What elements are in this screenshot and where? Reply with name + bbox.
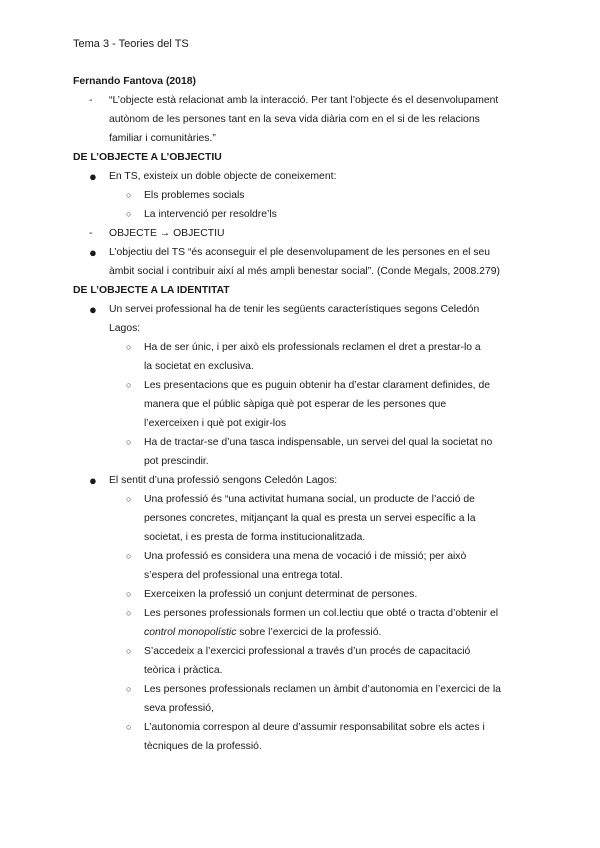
circle-marker: ○ — [126, 589, 132, 599]
bullet-marker: ● — [89, 302, 97, 317]
list-item-text: Exerceixen la professió un conjunt determinat de persones. — [144, 589, 418, 600]
list-item-text: S’accedeix a l’exercici professional a través d’un procés de capacitació — [144, 646, 471, 657]
list-item-text: tècniques de la professió. — [144, 741, 262, 752]
sub-list-item — [73, 699, 533, 718]
list-item-text: l’exerceixen i què pot exigir-los — [144, 418, 287, 429]
list-item-text: La intervenció per resoldre’ls — [144, 209, 277, 220]
sub-list-item — [73, 452, 533, 471]
circle-marker: ○ — [126, 551, 132, 561]
list-item-text: s’espera del professional una entrega total. — [144, 570, 343, 581]
quote-text: “L’objecte està relacionat amb la interacció. Per tant l’objecte és el desenvolupament — [109, 95, 499, 106]
bullet-marker: ● — [89, 169, 97, 184]
list-item — [73, 300, 533, 319]
sub-list-item — [73, 547, 533, 566]
list-item-text: Un servei professional ha de tenir les següents característiques segons Celedón — [109, 304, 480, 315]
italic-term: control monopolístic — [144, 627, 237, 638]
bullet-marker: ● — [89, 473, 97, 488]
list-item — [73, 262, 533, 281]
list-item-text: sobre l’exercici de la professió. — [236, 627, 382, 638]
circle-marker: ○ — [126, 722, 132, 732]
list-item-text: Els problemes socials — [144, 190, 245, 201]
section-heading-fantova: Fernando Fantova (2018) — [73, 76, 196, 87]
list-item-text: manera que el públic sàpiga què pot esperar de les persones que — [144, 399, 447, 410]
list-item-text: Una professió és “una activitat humana social, un producte de l’acció de — [144, 494, 475, 505]
list-item-text: pot prescindir. — [144, 456, 209, 467]
quote-text: familiar i comunitàries.” — [109, 133, 216, 144]
sub-list-item — [73, 509, 533, 528]
quote-line — [73, 129, 533, 148]
dash-marker: - — [89, 228, 93, 239]
list-item-text: L’objectiu del TS “és aconseguir el ple desenvolupament de les persones en el seu — [109, 247, 491, 258]
section-heading-objecte-identitat: DE L’OBJECTE A LA IDENTITAT — [73, 285, 230, 296]
bullet-marker: ● — [89, 245, 97, 260]
list-item-text: Lagos: — [109, 323, 141, 334]
list-item-text: societat, i es presta de forma institucionalitzada. — [144, 532, 366, 543]
circle-marker: ○ — [126, 209, 132, 219]
circle-marker: ○ — [126, 608, 132, 618]
sub-list-item — [73, 357, 533, 376]
list-item-text: Ha de tractar-se d’una tasca indispensable, un servei del qual la societat no — [144, 437, 493, 448]
list-item-text: àmbit social i contribuir així al més ampli benestar social”. (Conde Megals, 2008.279) — [109, 266, 500, 277]
list-item-text: Les persones professionals reclamen un àmbit d’autonomia en l’exercici de la — [144, 684, 501, 695]
sub-list-item — [73, 433, 533, 452]
sub-list-item — [73, 414, 533, 433]
quote-line — [73, 91, 533, 110]
circle-marker: ○ — [126, 646, 132, 656]
list-item-text: persones concretes, mitjançant la qual es presta un servei específic a la — [144, 513, 476, 524]
list-item — [73, 319, 533, 338]
list-item-text: teòrica i pràctica. — [144, 665, 223, 676]
sub-list-item — [73, 566, 533, 585]
list-item — [73, 471, 533, 490]
list-item-text: Una professió es considera una mena de vocació i de missió; per això — [144, 551, 467, 562]
sub-list-item — [73, 718, 533, 737]
sub-list-item — [73, 585, 533, 604]
sub-list-item — [73, 642, 533, 661]
list-item-text: Les persones professionals formen un col.lectiu que obté o tracta d’obtenir el — [144, 608, 499, 619]
list-item-text: Ha de ser únic, i per això els professionals reclamen el dret a prestar-lo a — [144, 342, 481, 353]
quote-line — [73, 110, 533, 129]
dash-marker: - — [89, 95, 93, 106]
sub-list-item — [73, 205, 533, 224]
list-item-text: En TS, existeix un doble objecte de coneixement: — [109, 171, 337, 182]
sub-list-item — [73, 680, 533, 699]
circle-marker: ○ — [126, 190, 132, 200]
list-item-text: OBJECTE → OBJECTIU — [109, 228, 225, 239]
sub-list-item — [73, 737, 533, 756]
list-item-text: Les presentacions que es puguin obtenir ha d’estar clarament definides, de — [144, 380, 491, 391]
list-item-text: seva professió, — [144, 703, 214, 714]
sub-list-item — [73, 661, 533, 680]
list-item-text: la societat en exclusiva. — [144, 361, 254, 372]
list-item — [73, 167, 533, 186]
section-heading-objecte-objectiu: DE L’OBJECTE A L’OBJECTIU — [73, 152, 222, 163]
sub-list-item — [73, 623, 533, 642]
circle-marker: ○ — [126, 342, 132, 352]
circle-marker: ○ — [126, 684, 132, 694]
sub-list-item — [73, 604, 533, 623]
sub-list-item — [73, 376, 533, 395]
sub-list-item — [73, 490, 533, 509]
page-header: Tema 3 - Teories del TS — [73, 38, 189, 50]
quote-text: autònom de les persones tant en la seva vida diària com en el si de les relacions — [109, 114, 480, 125]
document-body — [73, 72, 533, 756]
circle-marker: ○ — [126, 380, 132, 390]
sub-list-item — [73, 395, 533, 414]
list-item-text: El sentit d’una professió sengons Celedón Lagos: — [109, 475, 338, 486]
sub-list-item — [73, 338, 533, 357]
sub-list-item — [73, 528, 533, 547]
circle-marker: ○ — [126, 494, 132, 504]
list-item — [73, 224, 533, 243]
circle-marker: ○ — [126, 437, 132, 447]
sub-list-item — [73, 186, 533, 205]
list-item — [73, 243, 533, 262]
list-item-text: L’autonomia correspon al deure d’assumir responsabilitat sobre els actes i — [144, 722, 485, 733]
